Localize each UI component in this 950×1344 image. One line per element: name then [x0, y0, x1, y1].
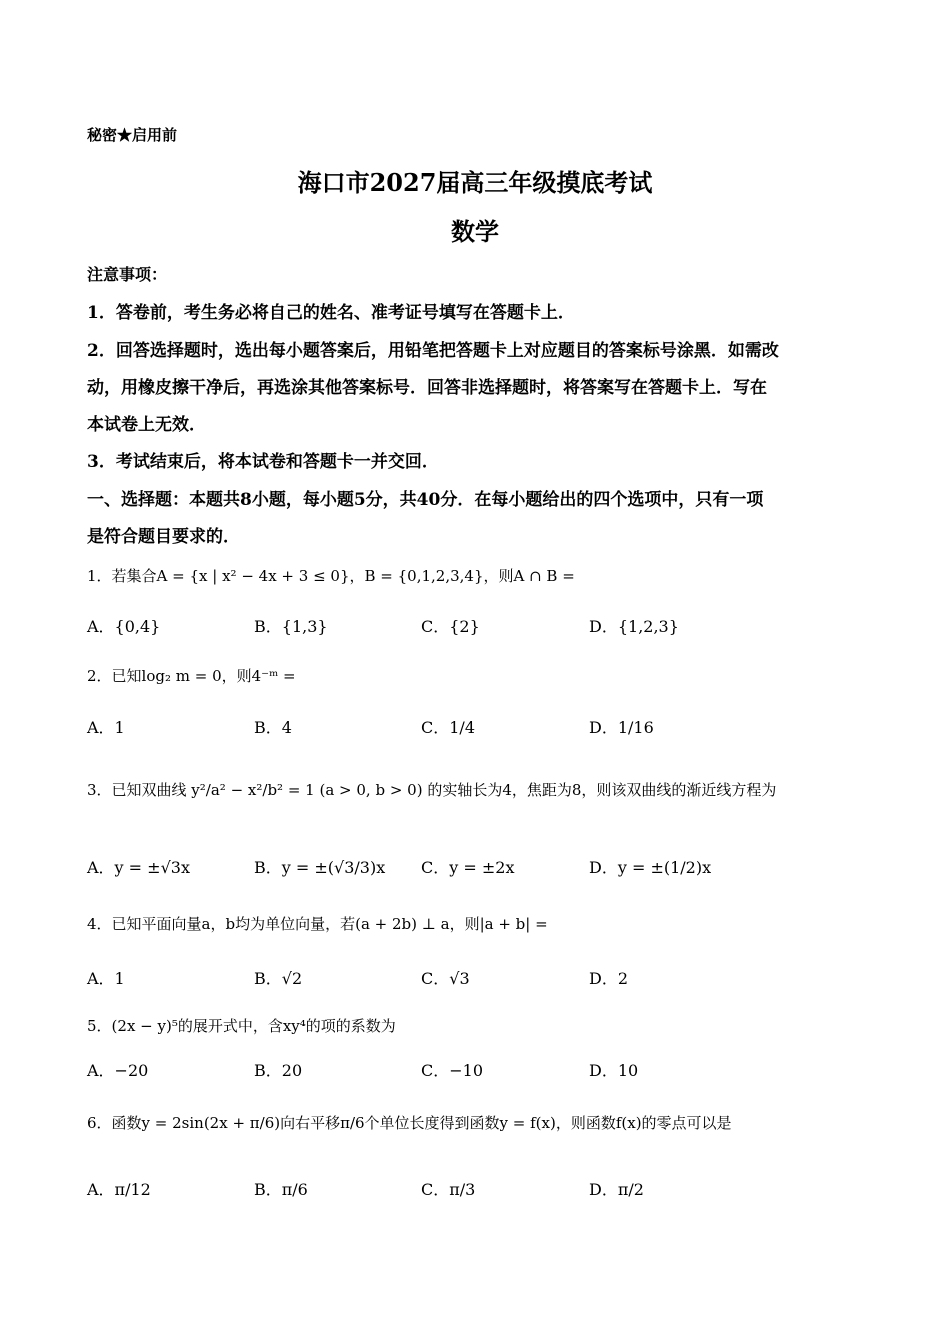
question-stem: 4．已知平面向量a，b均为单位向量，若(a + 2b) ⊥ a，则|a + b| =	[87, 915, 548, 933]
question-stem: 3．已知双曲线 y²/a² − x²/b² = 1 (a > 0, b > 0) 的实轴长为4，焦距为8，则该双曲线的渐近线方程为	[87, 781, 777, 799]
option-c: C．−10	[421, 1061, 484, 1080]
option-c: C．y = ±2x	[421, 858, 515, 877]
option-b: B．y = ±(√3/3)x	[254, 858, 386, 877]
option-b: B．4	[254, 718, 292, 737]
option-a: A．1	[87, 718, 125, 737]
subject-title: 数学	[451, 217, 499, 246]
exam-title: 海口市2027届高三年级摸底考试	[297, 168, 653, 197]
option-a: A．1	[87, 969, 125, 988]
option-b: B．{1,3}	[254, 617, 328, 636]
option-a: A．{0,4}	[87, 617, 161, 636]
option-d: D．2	[589, 969, 629, 988]
option-d: D．π/2	[589, 1180, 644, 1199]
question-stem: 2．已知log₂ m = 0，则4⁻ᵐ =	[87, 667, 296, 685]
option-b: B．√2	[254, 969, 303, 988]
confidential-label: 秘密★启用前	[87, 126, 178, 144]
option-c: C．1/4	[421, 718, 475, 737]
option-c: C．√3	[421, 969, 470, 988]
note-item: 3．考试结束后，将本试卷和答题卡一并交回．	[87, 452, 439, 472]
option-a: A．y = ±√3x	[87, 858, 190, 877]
option-d: D．{1,2,3}	[589, 617, 679, 636]
option-d: D．y = ±(1/2)x	[589, 858, 712, 877]
notes-heading: 注意事项：	[87, 265, 168, 284]
option-d: D．10	[589, 1061, 639, 1080]
option-a: A．π/12	[87, 1180, 151, 1199]
note-item: 1．答卷前，考生务必将自己的姓名、准考证号填写在答题卡上．	[87, 303, 575, 323]
note-item: 动，用橡皮擦干净后，再选涂其他答案标号．回答非选择题时，将答案写在答题卡上．写在	[87, 378, 767, 398]
question-stem: 6．函数y = 2sin(2x + π/6)向右平移π/6个单位长度得到函数y = f(x)，则函数f(x)的零点可以是	[87, 1114, 732, 1132]
section-heading-cont: 是符合题目要求的．	[87, 527, 240, 547]
option-b: B．20	[254, 1061, 303, 1080]
note-item: 2．回答选择题时，选出每小题答案后，用铅笔把答题卡上对应题目的答案标号涂黑．如需改	[87, 341, 779, 361]
option-c: C．π/3	[421, 1180, 476, 1199]
question-stem: 5．(2x − y)⁵的展开式中，含xy⁴的项的系数为	[87, 1017, 396, 1035]
option-a: A．−20	[87, 1061, 149, 1080]
question-stem: 1．若集合A = {x | x² − 4x + 3 ≤ 0}，B = {0,1,2,3,4}，则A ∩ B =	[87, 567, 575, 585]
option-c: C．{2}	[421, 617, 480, 636]
option-b: B．π/6	[254, 1180, 308, 1199]
section-heading: 一、选择题：本题共8小题，每小题5分，共40分．在每小题给出的四个选项中，只有一项	[87, 490, 764, 510]
option-d: D．1/16	[589, 718, 654, 737]
note-item: 本试卷上无效．	[87, 415, 206, 435]
